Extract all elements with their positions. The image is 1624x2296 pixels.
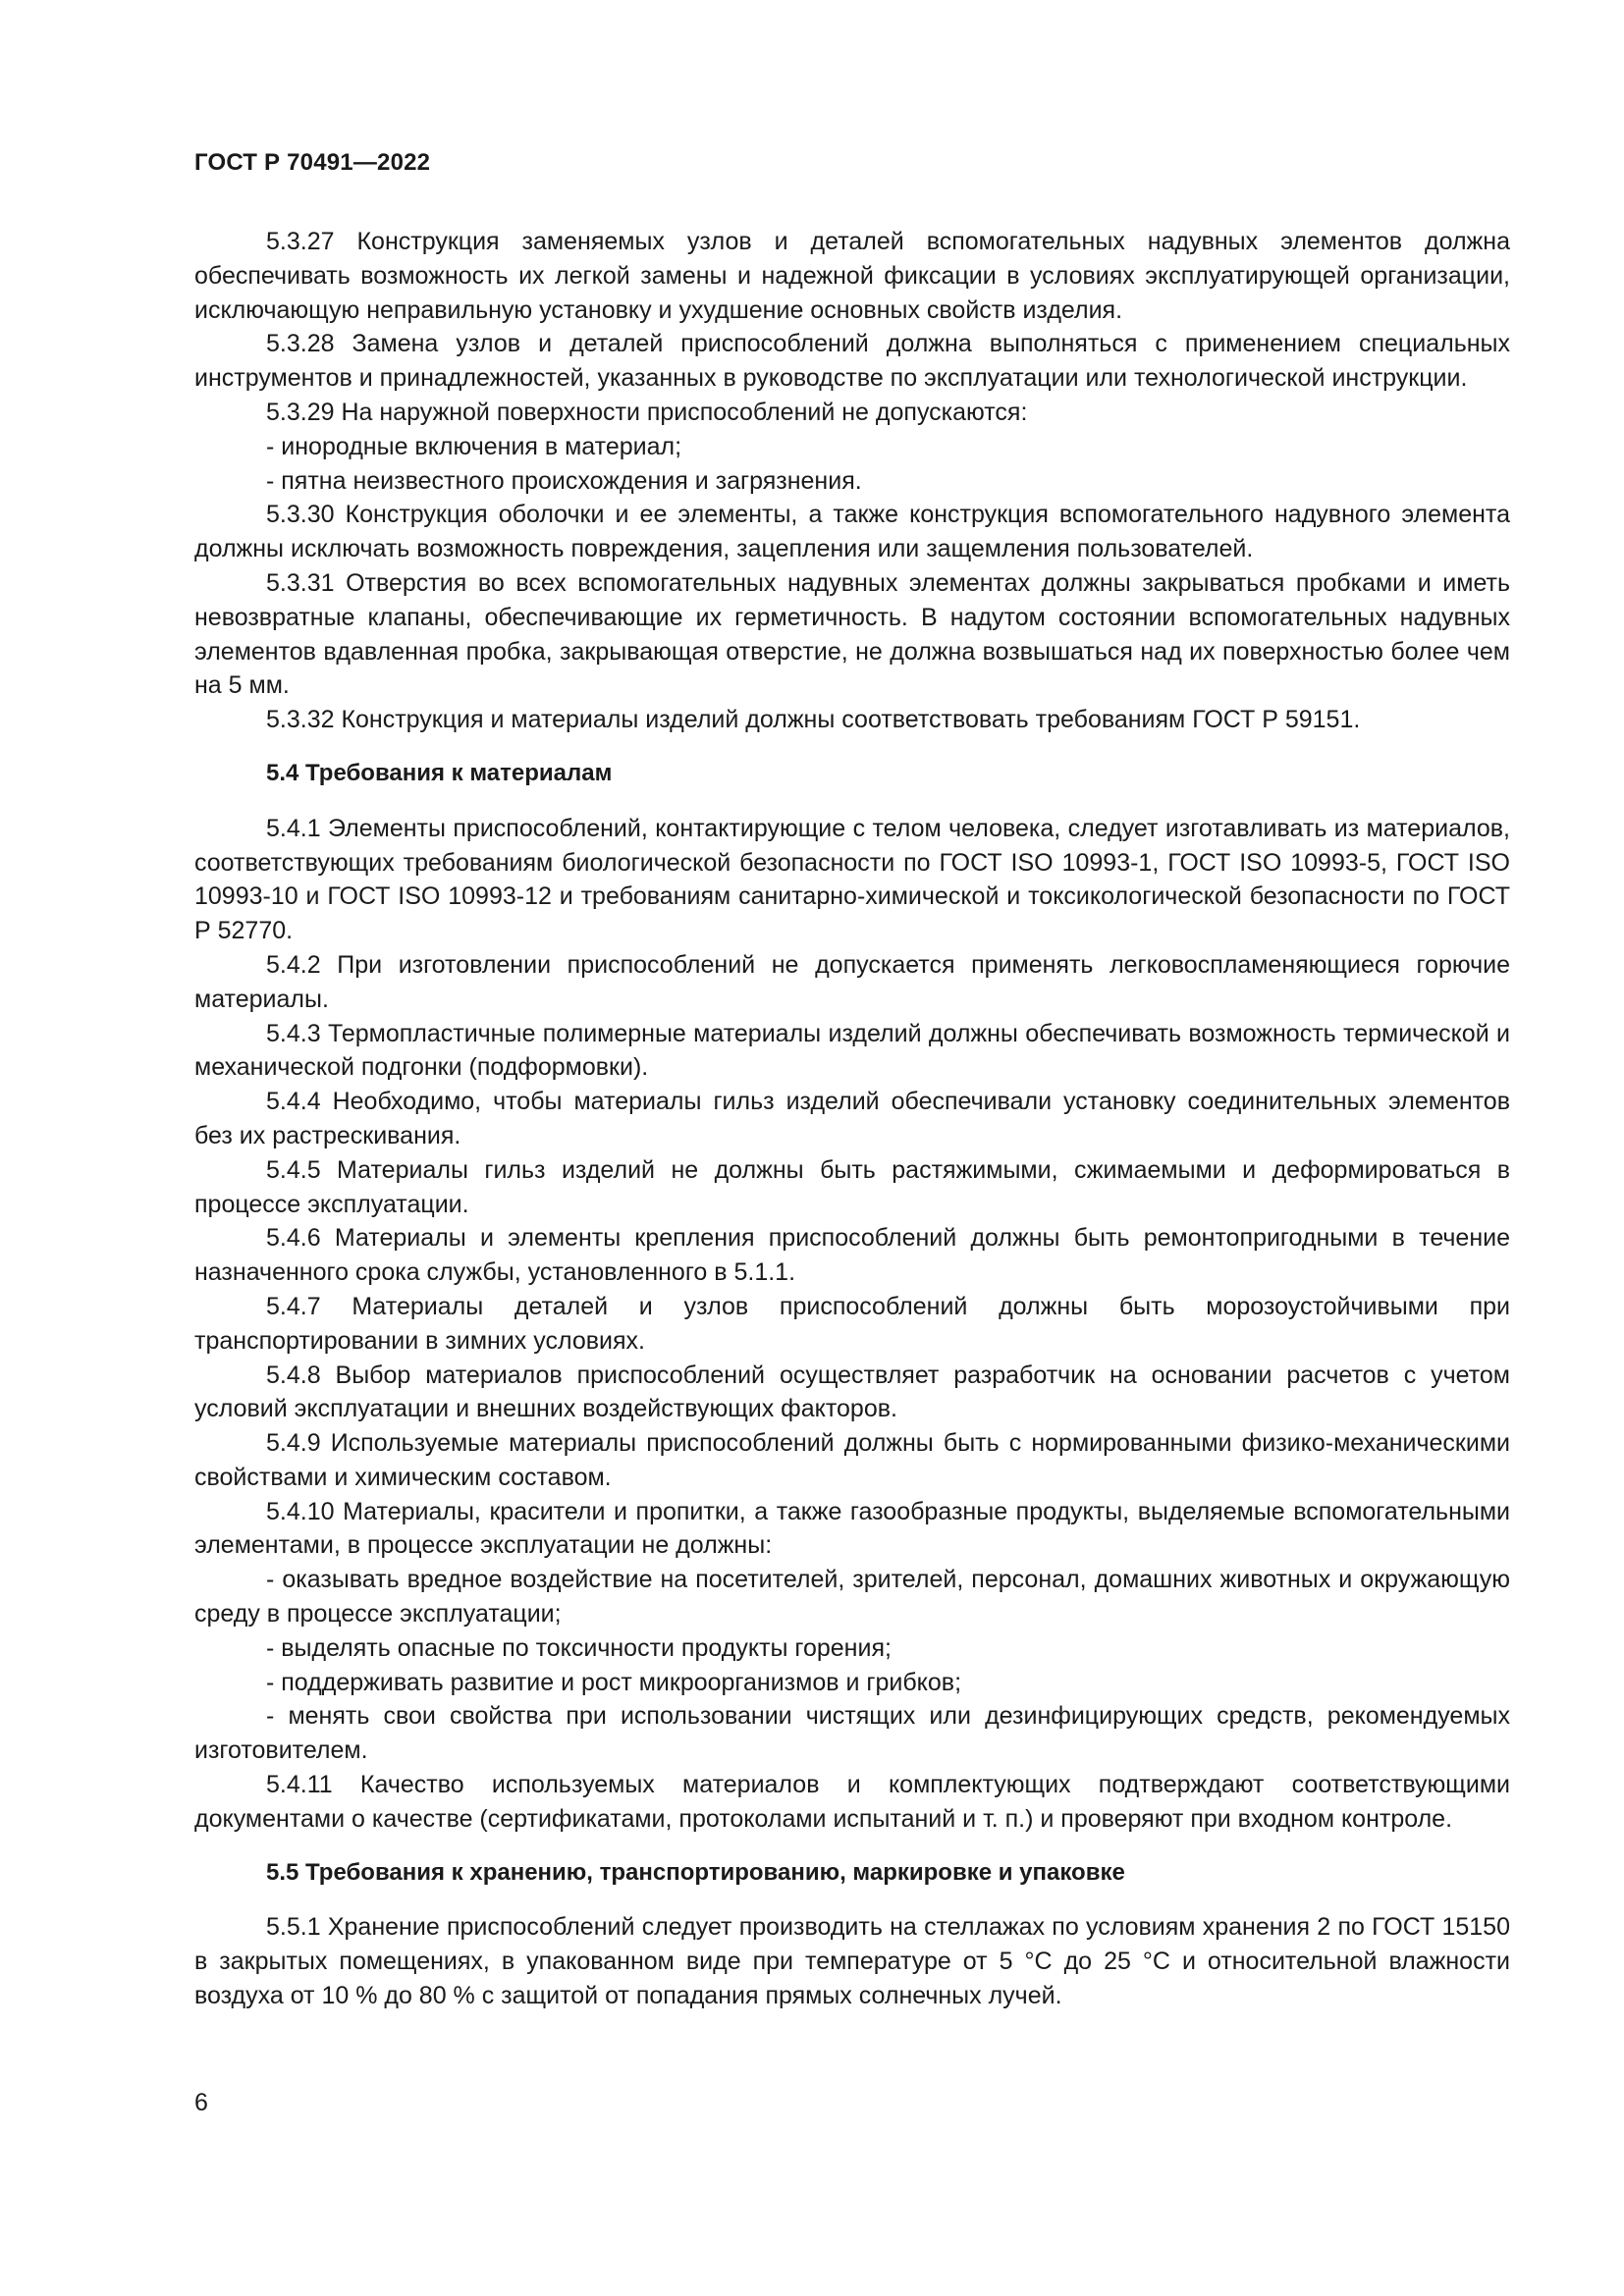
clause-5-3-32: 5.3.32 Конструкция и материалы изделий должны соответствовать требованиям ГОСТ Р 59151. bbox=[266, 706, 1361, 734]
clause-5-3-28: 5.3.28 Замена узлов и деталей приспособлений должна выполняться с применением специальных инструментов и принадлежностей, указанных в руководстве по эксплуатации или технологической инструкции. bbox=[194, 330, 1510, 393]
list-item: - поддерживать развитие и рост микроорганизмов и грибков; bbox=[266, 1668, 962, 1696]
clause-5-4-5: 5.4.5 Материалы гильз изделий не должны быть растяжимыми, сжимаемыми и деформироваться в процессе эксплуатации. bbox=[194, 1155, 1510, 1218]
list-item: - оказывать вредное воздействие на посетителей, зрителей, персонал, домашних животных и окружающую среду в процессе эксплуатации; bbox=[194, 1566, 1510, 1629]
list-item: - пятна неизвестного происхождения и загрязнения. bbox=[266, 466, 862, 495]
clause-5-4-6: 5.4.6 Материалы и элементы крепления приспособлений должны быть ремонтопригодными в течение назначенного срока службы, установленного в 5.1.1. bbox=[194, 1224, 1510, 1287]
clause-5-4-4: 5.4.4 Необходимо, чтобы материалы гильз изделий обеспечивали установку соединительных элементов без их растрескивания. bbox=[194, 1088, 1510, 1149]
clause-5-4-3: 5.4.3 Термопластичные полимерные материалы изделий должны обеспечивать возможность термической и механической подгонки (подформовки). bbox=[194, 1019, 1510, 1082]
list-item: - выделять опасные по токсичности продукты горения; bbox=[266, 1633, 892, 1662]
clause-5-4-10: 5.4.10 Материалы, красители и пропитки, а также газообразные продукты, выделяемые вспомогательными элементами, в процессе эксплуатации не должны: bbox=[194, 1497, 1510, 1560]
list-item: - инородные включения в материал; bbox=[266, 432, 682, 460]
section-heading-5-4: 5.4 Требования к материалам bbox=[266, 759, 613, 786]
document-code-header: ГОСТ Р 70491—2022 bbox=[194, 149, 431, 176]
clause-5-4-8: 5.4.8 Выбор материалов приспособлений осуществляет разработчик на основании расчетов с учетом условий эксплуатации и внешних воздействующих факторов. bbox=[194, 1361, 1510, 1423]
clause-5-3-27: 5.3.27 Конструкция заменяемых узлов и деталей вспомогательных надувных элементов должна обеспечивать возможность их легкой замены и надежной фиксации в условиях эксплуатирующей организации, исключающую неправильную установку и ухудшение основных свойств изделия. bbox=[194, 228, 1510, 324]
clause-5-3-29: 5.3.29 На наружной поверхности приспособлений не допускаются: bbox=[266, 398, 1028, 426]
clause-5-3-30: 5.3.30 Конструкция оболочки и ее элементы, а также конструкция вспомогательного надувного элемента должны исключать возможность повреждения, зацепления или защемления пользователей. bbox=[194, 501, 1510, 563]
clause-5-4-7: 5.4.7 Материалы деталей и узлов приспособлений должны быть морозоустойчивыми при транспортировании в зимних условиях. bbox=[194, 1292, 1510, 1355]
clause-5-5-1: 5.5.1 Хранение приспособлений следует производить на стеллажах по условиям хранения 2 по ГОСТ 15150 в закрытых помещениях, в упакованном виде при температуре от 5 °С до 25 °С и относительной влажности воздуха от 10 % до 80 % с защитой от попадания прямых солнечных лучей. bbox=[194, 1913, 1510, 2010]
list-item: - менять свои свойства при использовании чистящих или дезинфицирующих средств, рекомендуемых изготовителем. bbox=[194, 1702, 1510, 1765]
clause-5-4-2: 5.4.2 При изготовлении приспособлений не допускается применять легковоспламеняющиеся горючие материалы. bbox=[194, 950, 1510, 1013]
document-body bbox=[194, 225, 1510, 2013]
clause-5-4-9: 5.4.9 Используемые материалы приспособлений должны быть с нормированными физико-механическими свойствами и химическим составом. bbox=[194, 1429, 1510, 1491]
clause-5-3-31: 5.3.31 Отверстия во всех вспомогательных надувных элементах должны закрываться пробками и иметь невозвратные клапаны, обеспечивающие их герметичность. В надутом состоянии вспомогательных надувных элементов вдавленная пробка, закрывающая отверстие, не должна возвышаться над их поверхностью более чем на 5 мм. bbox=[194, 568, 1510, 700]
clause-5-4-1: 5.4.1 Элементы приспособлений, контактирующие с телом человека, следует изготавливать из материалов, соответствующих требованиям биологической безопасности по ГОСТ ISO 10993-1, ГОСТ ISO 10993-5, ГОСТ ISO 10993-10 и ГОСТ ISO 10993-12 и требованиям санитарно-химической и токсикологической безопасности по ГОСТ Р 52770. bbox=[194, 814, 1510, 945]
page-number: 6 bbox=[194, 2089, 208, 2116]
clause-5-4-11: 5.4.11 Качество используемых материалов и комплектующих подтверждают соответствующими документами о качестве (сертификатами, протоколами испытаний и т. п.) и проверяют при входном контроле. bbox=[194, 1771, 1510, 1833]
section-heading-5-5: 5.5 Требования к хранению, транспортированию, маркировке и упаковке bbox=[266, 1858, 1125, 1886]
